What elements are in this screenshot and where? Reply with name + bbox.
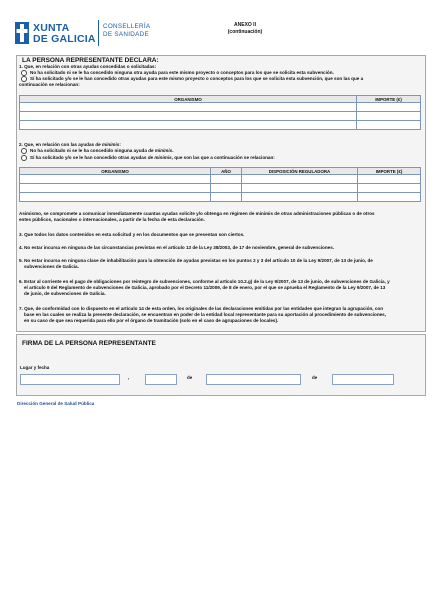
month-field[interactable] — [206, 374, 301, 385]
item-2-title: 2. Que, en relación con las ayudas de minimis: — [19, 142, 121, 147]
separator-de-2: de — [312, 375, 318, 380]
table-cell[interactable] — [211, 193, 242, 202]
logo-wordmark: XUNTA DE GALICIA — [33, 22, 96, 45]
table-cell[interactable] — [242, 193, 358, 202]
table-cell[interactable] — [357, 103, 421, 112]
minimis-aids-table — [19, 167, 421, 202]
table-cell[interactable] — [357, 112, 421, 121]
declaration-header: LA PERSONA REPRESENTANTE DECLARA: — [22, 57, 159, 64]
separator-de-1: de — [187, 375, 193, 380]
table-cell[interactable] — [20, 103, 357, 112]
table-cell[interactable] — [211, 175, 242, 184]
day-field[interactable] — [145, 374, 177, 385]
annex-title: ANEXO II (continuación) — [227, 22, 263, 35]
col-importe: IMPORTE (€) — [357, 96, 421, 103]
item-2-option-1[interactable]: No ha solicitado ni se le ha concedido ninguna ayuda de minimis. — [21, 148, 173, 154]
separator-comma: , — [128, 375, 130, 380]
table-cell[interactable] — [211, 184, 242, 193]
item-6-line-3: de junio, de subvenciones de Galicia. — [24, 291, 106, 296]
table-cell[interactable] — [20, 184, 211, 193]
item-7-line-1: 7. Que, de conformidad con lo dispuesto en el artículo 14 de esta orden, los originales de las declaraciones emitidas por las entidades que integran la agrupación, con — [19, 306, 384, 311]
item-7-line-2: base en las cuales se realiza la presente declaración, se encuentran en poder de la entidad local representante para su aportación al procedimiento de subvenciones, — [24, 312, 387, 317]
commitment-line-2: entes públicos, nacionales o internacionales, a partir de la fecha de esta declaración. — [19, 217, 205, 222]
item-2-option-2[interactable]: Sí ha solicitado y/o se le han concedido otras ayudas de minimis, que son las que a continuación se relacionan: — [21, 155, 275, 161]
item-5-line-1: 5. No estar incursa en ninguna clase de inhabilitación para la obtención de ayudas previstas en los puntos 2 y 3 del artículo 10 de la Ley 9/2007, de 13 de junio, de — [19, 258, 373, 263]
place-date-label: Lugar y fecha — [20, 365, 50, 370]
col-ano: AÑO — [211, 168, 242, 175]
table-cell[interactable] — [242, 184, 358, 193]
col-disposicion: DISPOSICIÓN REGULADORA — [242, 168, 358, 175]
table-cell[interactable] — [20, 193, 211, 202]
table-cell[interactable] — [358, 193, 421, 202]
table-cell[interactable] — [357, 121, 421, 130]
col-importe: IMPORTE (€) — [358, 168, 421, 175]
department-name: CONSELLERÍA DE SANIDADE — [103, 23, 151, 38]
commitment-line-1: Asimismo, se compromete a comunicar inmediatamente cuantas ayudas solicite y/o obtenga en régimen de minimis de otras administraciones públicas o de otros — [19, 211, 375, 216]
col-organismo: ORGANISMO — [20, 96, 357, 103]
item-1-title: 1. Que, en relación con otras ayudas concedidas o solicitadas: — [19, 64, 157, 69]
item-4: 4. No estar incursa en ninguna de las circunstancias previstas en el artículo 13 de la Ley 38/2003, de 17 de noviembre, general de subvenciones. — [19, 245, 335, 250]
item-1-option-1[interactable]: No ha solicitado ni se le ha concedido ninguna otra ayuda para este mismo proyecto o conceptos para los que se solicita esta subvención. — [21, 70, 334, 76]
item-6-line-1: 6. Estar al corriente en el pago de obligaciones por reintegro de subvenciones, conforme al artículo 10.2.g) de la Ley 9/2007, de 13 de junio, de subvenciones de Galicia, y — [19, 279, 390, 284]
place-field[interactable] — [20, 374, 120, 385]
table-cell[interactable] — [242, 175, 358, 184]
other-aids-table — [19, 95, 421, 130]
table-cell[interactable] — [20, 175, 211, 184]
table-cell[interactable] — [20, 112, 357, 121]
table-cell[interactable] — [20, 121, 357, 130]
col-organismo: ORGANISMO — [20, 168, 211, 175]
radio-icon[interactable] — [21, 148, 27, 154]
table-cell[interactable] — [358, 175, 421, 184]
logo-divider — [98, 20, 99, 46]
item-6-line-2: el artículo 9 del Reglamento de subvenciones de Galicia, aprobado por el Decreto 11/2009, de 8 de enero, por el que se aprueba el Reglamento de la Ley 9/2007, de 13 — [24, 285, 386, 290]
item-3: 3. Que todos los datos contenidos en esta solicitud y en los documentos que se presentan son ciertos. — [19, 232, 245, 237]
table-cell[interactable] — [358, 184, 421, 193]
item-1-option-2[interactable]: Sí ha solicitado y/o se le han concedido otras ayudas para este mismo proyecto o conceptos para los que se solicita esta subvención, que son las que a — [21, 76, 363, 82]
item-7-line-3: en su caso de que sea requerida para ello por el órgano de tramitación (solo en el caso de agrupaciones de locales). — [24, 318, 279, 323]
signature-header: FIRMA DE LA PERSONA REPRESENTANTE — [22, 340, 156, 347]
year-field[interactable] — [332, 374, 394, 385]
xunta-logo-icon — [15, 22, 29, 44]
radio-icon[interactable] — [21, 155, 27, 161]
footer-department: Dirección General de Salud Pública — [17, 401, 95, 406]
item-1-option-2-cont: continuación se relacionan: — [19, 82, 80, 87]
item-5-line-2: subvenciones de Galicia. — [24, 264, 79, 269]
